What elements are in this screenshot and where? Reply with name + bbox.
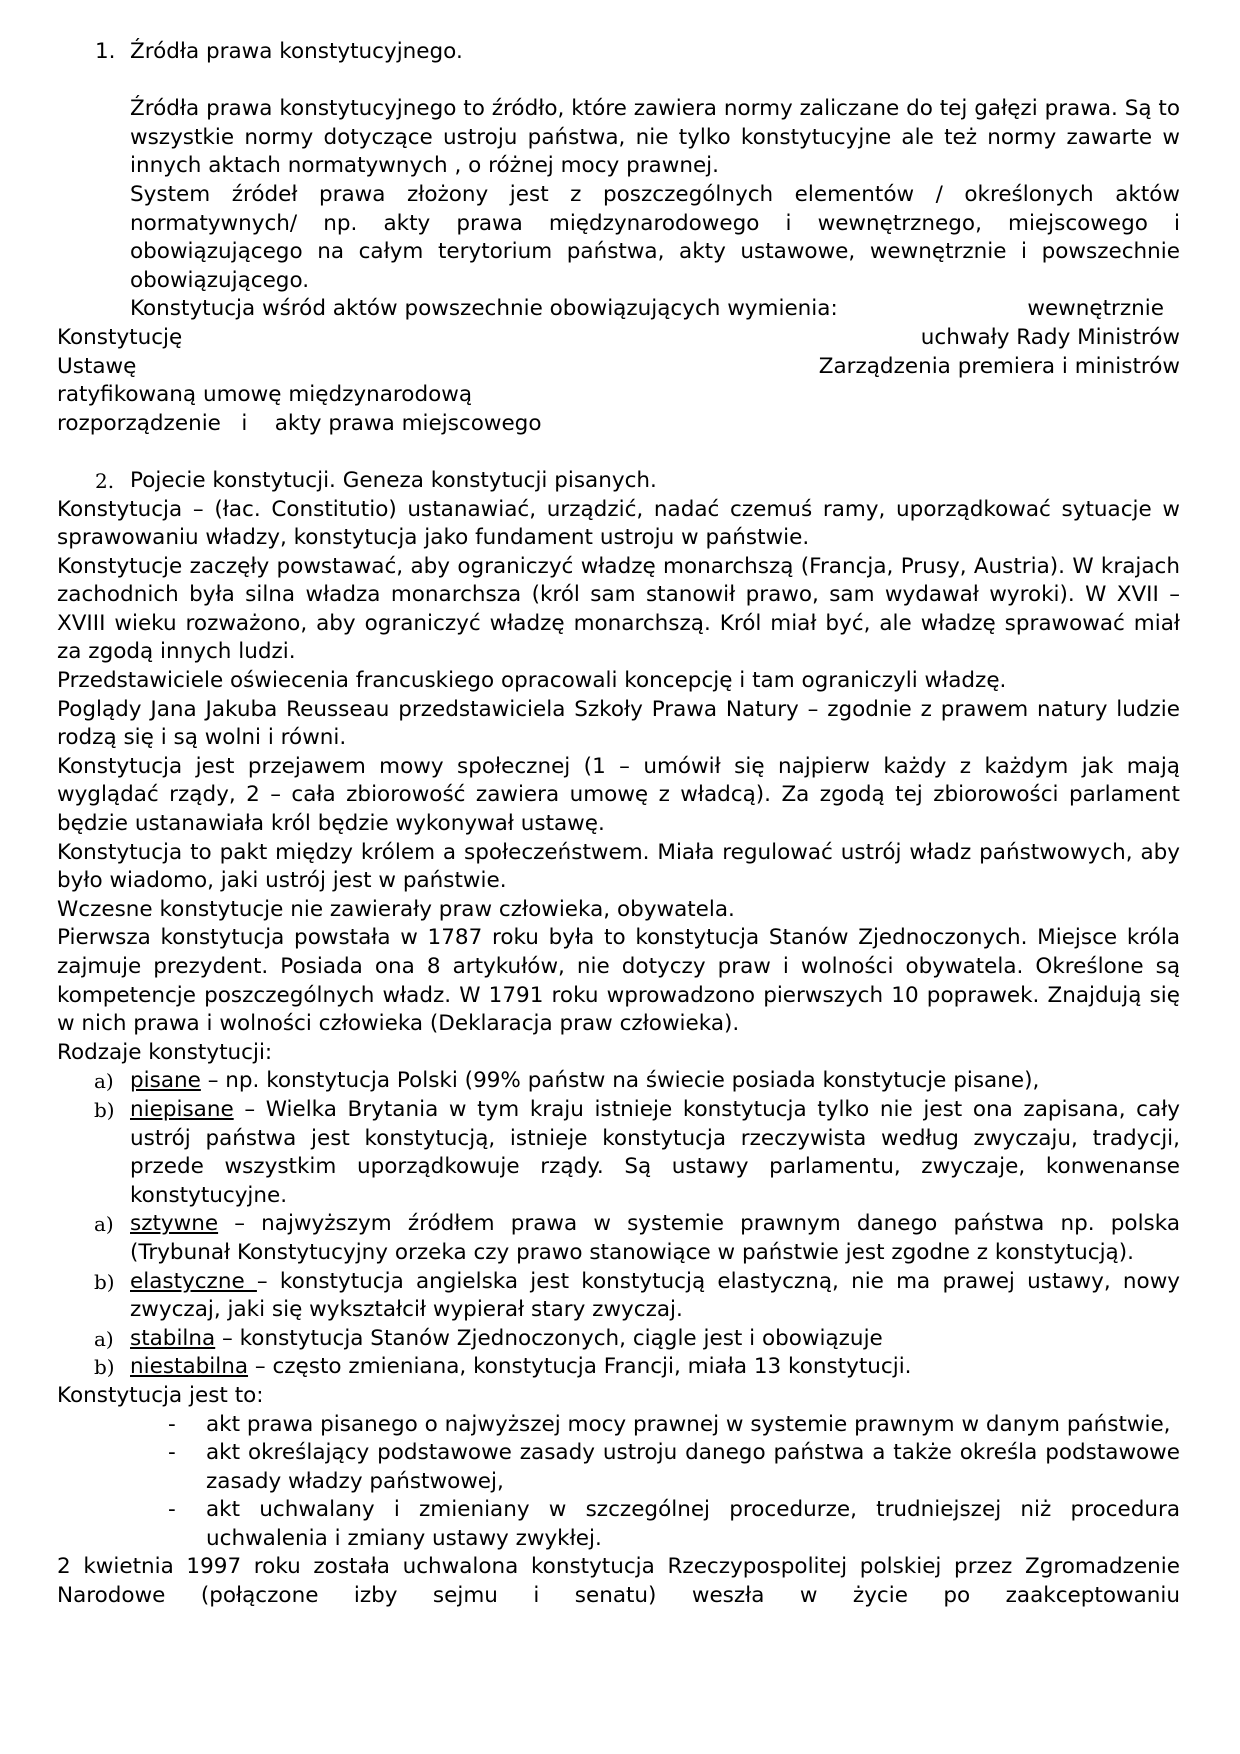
section-1-paragraph-2: System źródeł prawa złożony jest z poszczególnych elementów / określonych aktów normatywnych/ np. akty prawa międzynarodowego i wewnętrznego, miejscowego i obowiązującego na całym terytorium państwa, akty ustawowe, wewnętrznie i powszechnie obowiązującego. [130, 181, 1180, 293]
list-item-text: – konstytucja Stanów Zjednoczonych, ciągle jest i obowiązuje [215, 1325, 883, 1351]
section-2-title: Pojecie konstytucji. Geneza konstytucji pisanych. [130, 467, 657, 493]
list-item-label: b) [94, 1269, 115, 1294]
acts-list-intro-text: Konstytucja wśród aktów powszechnie obowiązujących wymienia: [130, 296, 838, 322]
acts-left-item: ratyfikowaną umowę międzynarodową [57, 382, 472, 408]
list-item-text: – np. konstytucja Polski (99% państw na świecie posiada konstytucje pisane), [200, 1068, 1040, 1094]
list-item-text: akt prawa pisanego o najwyższej mocy prawnej w systemie prawnym w danym państwie, [206, 1411, 1171, 1437]
section-2-paragraph: Konstytucje zaczęły powstawać, aby ograniczyć władzę monarchszą (Francja, Prusy, Austria). W krajach zachodnich była silna władza monarchsza (król sam stanowił prawo, sam wydawał wyroki). W XVII – XVIII wieku rozważono, aby ograniczyć władzę monarchszą. Król miał być, ale władzę sprawować miał za zgodą innych ludzi. [57, 553, 1180, 665]
constitution-definition-heading: Konstytucja jest to: [57, 1382, 264, 1408]
section-1-title: Źródła prawa konstytucyjnego. [130, 39, 463, 64]
acts-right-item: uchwały Rady Ministrów [920, 324, 1180, 350]
list-item-label: b) [94, 1355, 115, 1380]
list-item [57, 1353, 1180, 1382]
section-1-number: 1. [95, 39, 116, 64]
acts-list-row [57, 353, 1180, 382]
list-item-text: – Wielka Brytania w tym kraju istnieje konstytucja tylko nie jest ona zapisana, cały ustrój państwa jest konstytucją, istnieje konstytucja rzeczywista według zwyczaju, tradycji, przede wszystkim uporządkowuje rządy. Są ustawy parlamentu, zwyczaje, konwenanse konstytucyjne. [130, 1096, 1180, 1208]
acts-left-item: rozporządzenie i akty prawa miejscowego [57, 410, 542, 436]
list-item-dash: - [168, 1497, 176, 1523]
list-item [57, 1496, 1180, 1553]
document-page [57, 38, 1180, 1611]
acts-list-right-header: wewnętrznie [1027, 296, 1164, 322]
acts-list-intro [57, 295, 1180, 324]
section-2-paragraph: Konstytucja jest przejawem mowy społecznej (1 – umówił się najpierw każdy z każdym jak mają wyglądać rządy, 2 – cała zbiorowość zawiera umowę z władcą). Za zgodą tej zbiorowości parlament będzie ustanawiała król będzie wykonywał ustawę. [57, 753, 1180, 837]
section-2-paragraph: Poglądy Jana Jakuba Reusseau przedstawiciela Szkoły Prawa Natury – zgodnie z prawem natury ludzie rodzą się i są wolni i równi. [57, 696, 1180, 751]
list-item-text: akt uchwalany i zmieniany w szczególnej procedurze, trudniejszej niż procedura uchwalenia i zmiany ustawy zwykłej. [206, 1497, 1180, 1551]
section-2-paragraph: Przedstawiciele oświecenia francuskiego opracowali koncepcję i tam ograniczyli władzę. [57, 668, 1007, 694]
list-item [57, 1268, 1180, 1325]
acts-left-item: Konstytucję [57, 324, 183, 350]
list-item-label: b) [94, 1097, 115, 1122]
section-2-paragraph: Konstytucja – (łac. Constitutio) ustanawiać, urządzić, nadać czemuś ramy, uporządkować sytuacje w sprawowaniu władzy, konstytucja jako fundament ustroju w państwie. [57, 496, 1180, 551]
closing-paragraph: 2 kwietnia 1997 roku została uchwalona konstytucja Rzeczypospolitej polskiej przez Zgromadzenie Narodowe (połączone izby sejmu i senatu) weszła w życie po zaakceptowaniu [57, 1554, 1180, 1609]
list-item-text: akt określający podstawowe zasady ustroju danego państwa a także określa podstawowe zasady władzy państwowej, [206, 1440, 1180, 1494]
list-item [57, 1411, 1180, 1440]
section-2-number: 2. [95, 468, 115, 493]
list-item-label: a) [94, 1069, 114, 1094]
list-item [57, 1096, 1180, 1210]
section-1-paragraph-1: Źródła prawa konstytucyjnego to źródło, które zawiera normy zaliczane do tej gałęzi prawa. Są to wszystkie normy dotyczące ustroju państwa, nie tylko konstytucyjne ale też normy zawarte w innych aktach normatywnych , o różnej mocy prawnej. [130, 96, 1180, 179]
constitution-types-list [57, 1067, 1180, 1382]
list-item-term: niestabilna [130, 1354, 249, 1380]
section-2-paragraph: Konstytucja to pakt między królem a społeczeństwem. Miała regulować ustrój władz państwowych, aby było wiadomo, jaki ustrój jest w państwie. [57, 839, 1180, 894]
list-item-term: pisane [130, 1068, 201, 1094]
list-item [57, 1210, 1180, 1267]
list-item-text: – najwyższym źródłem prawa w systemie prawnym danego państwa np. polska (Trybunał Konstytucyjny orzeka czy prawo stanowiące w państwie jest zgodne z konstytucją). [130, 1211, 1180, 1265]
list-item-term: elastyczne [130, 1268, 257, 1294]
acts-list-row [57, 324, 1180, 353]
acts-left-item: Ustawę [57, 353, 137, 379]
list-item [57, 1325, 1180, 1354]
list-item-text: – konstytucja angielska jest konstytucją elastyczną, nie ma prawej ustawy, nowy zwyczaj, jaki się wykształcił wypierał stary zwyczaj. [130, 1268, 1181, 1323]
list-item-dash: - [168, 1411, 176, 1437]
list-item-term: niepisane [130, 1096, 234, 1122]
list-item-term: sztywne [130, 1211, 219, 1237]
constitution-definition-list [57, 1411, 1180, 1554]
section-1-heading [57, 38, 1180, 67]
list-item-label: a) [94, 1326, 114, 1351]
section-2-paragraph: Pierwsza konstytucja powstała w 1787 roku była to konstytucja Stanów Zjednoczonych. Miejsce króla zajmuje prezydent. Posiada ona 8 artykułów, nie dotyczy praw i wolności obywatela. Określone są kompetencje poszczególnych władz. W 1791 roku wprowadzono pierwszych 10 poprawek. Znajdują się w nich prawa i wolności człowieka (Deklaracja praw człowieka). [57, 925, 1180, 1037]
list-item [57, 1439, 1180, 1496]
list-item-term: stabilna [130, 1325, 216, 1351]
list-item [57, 1067, 1180, 1096]
constitution-types-heading: Rodzaje konstytucji: [57, 1039, 273, 1065]
list-item-label: a) [94, 1212, 114, 1237]
section-2-paragraph: Wczesne konstytucje nie zawierały praw człowieka, obywatela. [57, 896, 735, 922]
section-2-heading [57, 467, 1180, 496]
list-item-text: – często zmieniana, konstytucja Francji, miała 13 konstytucji. [248, 1354, 912, 1380]
list-item-dash: - [168, 1440, 176, 1466]
acts-right-item: Zarządzenia premiera i ministrów [818, 353, 1180, 379]
